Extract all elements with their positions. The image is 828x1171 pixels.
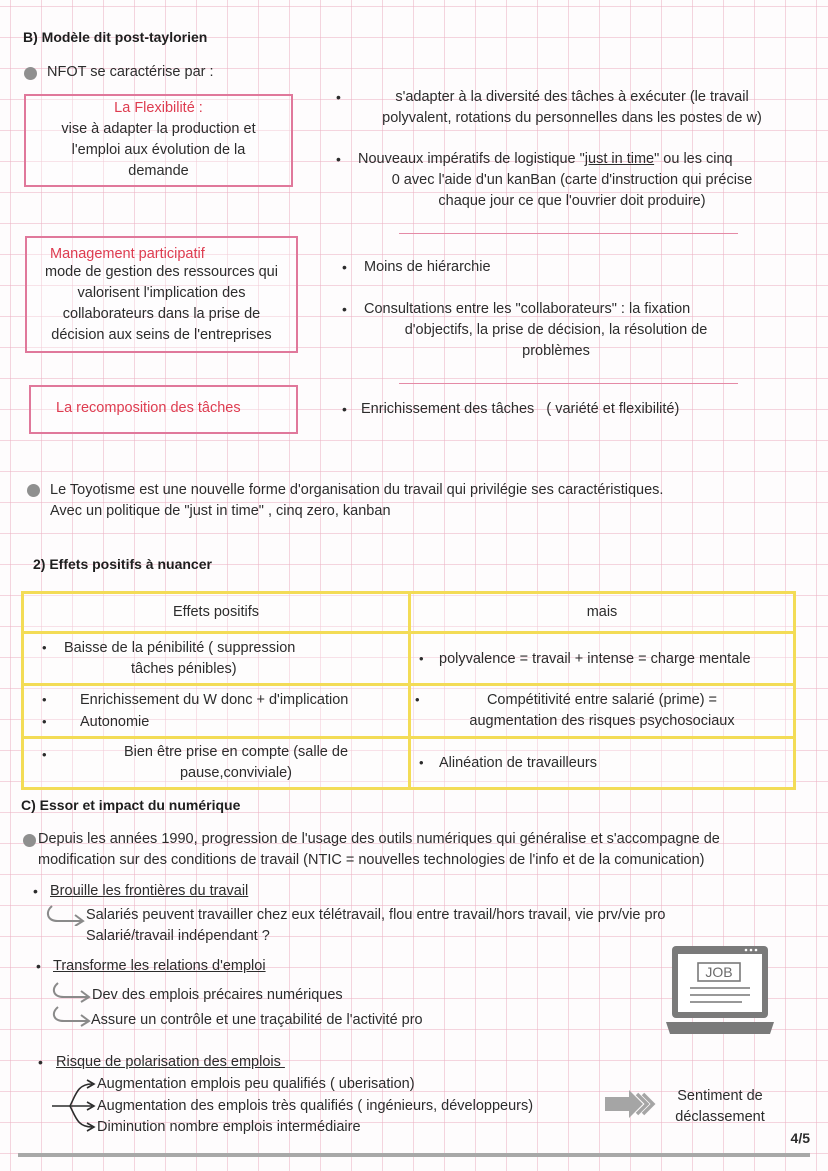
table-cell: • polyvalence = travail + intense = charge mentale: [410, 633, 795, 685]
bullet-dot-icon: [27, 484, 40, 497]
laptop-job-icon: [666, 944, 774, 1040]
frontiers-line-2: Salarié/travail indépendant ?: [86, 928, 270, 944]
result-line-1: Sentiment de: [677, 1088, 763, 1104]
table-row: [23, 738, 795, 789]
bullet-dot-icon: [23, 834, 36, 847]
bullet-icon: •: [33, 883, 38, 899]
table-cell: • Enrichissement du W donc + d'implication • Autonomie: [23, 685, 410, 738]
digital-intro-line-2: modification sur des conditions de travail (NTIC = nouvelles technologies de l'info et de la comunication): [38, 852, 705, 868]
recomposition-box: [29, 385, 298, 434]
relations-line-b: Assure un contrôle et une traçabilité de l'activité pro: [91, 1012, 423, 1028]
effects-table: [21, 591, 796, 790]
table-cell: • Alinéation de travailleurs: [410, 738, 795, 789]
curved-arrow-icon: [50, 981, 94, 1003]
flexibility-line-2: l'emploi aux évolution de la: [71, 142, 246, 158]
section-b-title: B) Modèle dit post-taylorien: [23, 29, 208, 45]
toyotism-line-1: Le Toyotisme est une nouvelle forme d'organisation du travail qui privilégie ses caractéristiques.: [50, 482, 664, 498]
flex-bullet-1-line-1: s'adapter à la diversité des tâches à exécuter (le travail: [395, 89, 749, 105]
table-row: [23, 685, 795, 738]
polarisation-title: Risque de polarisation des emplois: [56, 1054, 285, 1070]
separator-line: [399, 233, 738, 234]
toyotism-line-2: Avec un politique de "just in time" , cinq zero, kanban: [50, 503, 391, 519]
separator-line: [399, 383, 738, 384]
flex-bullet-1-line-2: polyvalent, rotations du personnelles dans les postes de w): [382, 110, 762, 126]
curved-arrow-icon: [44, 904, 88, 926]
footer-rule: [18, 1153, 810, 1157]
flexibility-line-3: demande: [128, 163, 189, 179]
mgmt-bullet-2-line-3: problèmes: [522, 343, 590, 359]
job-label: JOB: [705, 964, 733, 980]
table-cell: • Baisse de la pénibilité ( suppression tâches pénibles): [23, 633, 410, 685]
bullet-icon: •: [36, 958, 41, 974]
page-number: 4/5: [790, 1130, 810, 1146]
polarisation-line-c: Diminution nombre emplois intermédiaire: [97, 1119, 361, 1135]
frontiers-title: Brouille les frontières du travail: [50, 883, 249, 899]
polarisation-line-b: Augmentation des emplois très qualifiés ( ingénieurs, développeurs): [97, 1098, 534, 1114]
bullet-icon: •: [342, 301, 347, 317]
polarisation-line-a: Augmentation emplois peu qualifiés ( uberisation): [97, 1076, 415, 1092]
bullet-dot-icon: [24, 67, 37, 80]
mgmt-bullet-1: Moins de hiérarchie: [364, 259, 491, 275]
mgmt-bullet-2-line-1: Consultations entre les "collaborateurs" : la fixation: [364, 301, 691, 317]
result-line-2: déclassement: [675, 1109, 765, 1125]
bullet-icon: •: [342, 401, 347, 417]
flexibility-title: La Flexibilité :: [114, 100, 203, 116]
recomposition-title: La recomposition des tâches: [56, 400, 241, 416]
management-line-4: décision aux seins de l'entreprises: [51, 327, 272, 343]
bullet-icon: •: [336, 89, 341, 105]
table-row: [23, 593, 795, 633]
management-line-3: collaborateurs dans la prise de: [62, 306, 261, 322]
just-in-time-underlined: just in time: [584, 151, 655, 167]
table-row: [23, 633, 795, 685]
relations-title: Transforme les relations d'emploi: [53, 958, 266, 974]
bullet-icon: •: [342, 259, 347, 275]
table-cell: • Compétitivité entre salarié (prime) = augmentation des risques psychosociaux: [410, 685, 795, 738]
management-line-1: mode de gestion des ressources qui: [45, 264, 278, 280]
table-cell: • Bien être prise en compte (salle de pause,conviviale): [23, 738, 410, 789]
management-box: [25, 236, 298, 353]
grey-double-arrow-icon: [603, 1088, 657, 1120]
branch-arrow-icon: [50, 1074, 100, 1136]
flexibility-box: [24, 94, 293, 187]
nfot-intro: NFOT se caractérise par :: [47, 64, 214, 80]
frontiers-line-1: Salariés peuvent travailler chez eux télétravail, flou entre travail/hors travail, vie prv/vie pro: [86, 907, 666, 923]
mgmt-bullet-2-line-2: d'objectifs, la prise de décision, la résolution de: [404, 322, 708, 338]
recomp-bullet-1: Enrichissement des tâches ( variété et flexibilité): [361, 401, 680, 417]
relations-line-a: Dev des emplois précaires numériques: [92, 987, 343, 1003]
section-c-title: C) Essor et impact du numérique: [21, 797, 241, 813]
flex-bullet-2-line-3: chaque jour ce que l'ouvrier doit produire): [438, 193, 706, 209]
flex-bullet-2-line-1: Nouveaux impératifs de logistique "just in time" ou les cinq: [358, 151, 733, 167]
section-2-title: 2) Effets positifs à nuancer: [33, 556, 212, 572]
flexibility-line-1: vise à adapter la production et: [61, 121, 256, 137]
bullet-icon: •: [38, 1054, 43, 1070]
curved-arrow-icon: [50, 1005, 94, 1027]
digital-intro-line-1: Depuis les années 1990, progression de l'usage des outils numériques qui généralise et s'accompagne de: [38, 831, 720, 847]
table-header-but: mais: [410, 593, 795, 633]
flex-bullet-2-line-2: 0 avec l'aide d'un kanBan (carte d'instruction qui précise: [391, 172, 753, 188]
table-header-positive: Effets positifs: [23, 593, 410, 633]
bullet-icon: •: [336, 151, 341, 167]
management-line-2: valorisent l'implication des: [77, 285, 246, 301]
management-title: Management participatif: [50, 246, 205, 262]
